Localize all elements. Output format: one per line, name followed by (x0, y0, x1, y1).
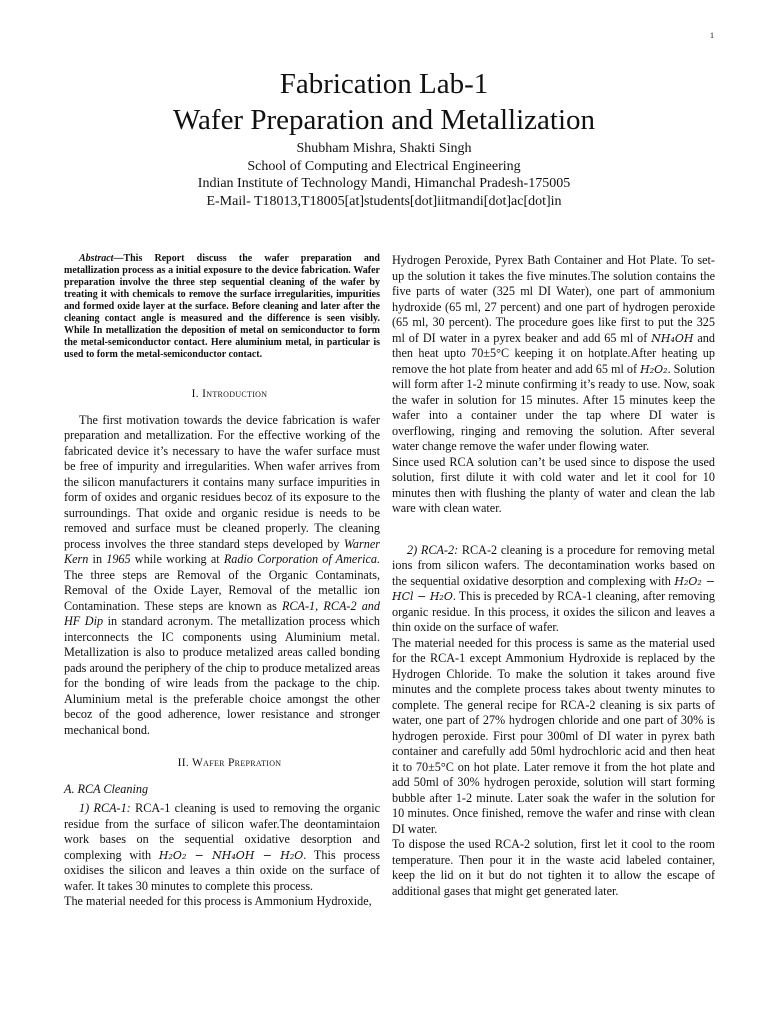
author-names: Shubham Mishra, Shakti Singh (296, 141, 472, 156)
abstract-label: Abstract (79, 253, 114, 264)
page-number: 1 (710, 31, 714, 40)
nh4oh-formula: NH₄OH (651, 331, 694, 345)
rca2-paragraph: 2) RCA-2: RCA-2 cleaning is a procedure for removing metal ions from silicon wafers. The decontamination works based on the sequential oxidative desorption and complexing with H₂O₂ − HCl − H₂O. This is preceded by RCA-1 cleaning, after removing organic residue. In this process, it oxides the silicon and leaves a thin oxide on the surface of wafer. (392, 542, 715, 634)
rca2-disposal-paragraph: To dispose the used RCA-2 solution, first let it cool to the room temperature. Then pour it in the waste acid labeled container, keep the lid on it but do not tighten it to allow the escape of additional gases that might get generated later. (392, 837, 715, 898)
year: 1965 (106, 552, 131, 566)
rca2-formula: H₂O₂ − HCl − H₂O (392, 574, 715, 603)
rca1-paragraph: 1) RCA-1: RCA-1 cleaning is used to removing the organic residue from the surface of silicon wafer.The deontamintaion work bases on the sequential oxidative desorption and complexing with H₂O₂ − NH₄OH − H₂O. This process oxidises the silicon and leaves a thin oxide on the surface of wafer. It takes 30 minutes to complete this process. (64, 801, 380, 893)
abstract (64, 253, 380, 361)
organization-name: Radio Corporation of America. (223, 552, 381, 566)
author-institute: Indian Institute of Technology Mandi, Himanchal Pradesh-175005 (197, 176, 571, 191)
left-column (64, 253, 380, 910)
rca1-procedure-paragraph: Hydrogen Peroxide, Pyrex Bath Container and Hot Plate. To set-up the solution it takes the five minutes.The solution contains the five parts of water (325 ml DI Water), one part of ammonium hydroxide (65 ml, 27 percent) and one part of hydrogen peroxide (65 ml, 30 percent). The procedure goes like first to put the 325 ml of DI water in a pyrex beaker and add 65 ml of NH₄OH and then heat upto 70±5°C keeping it on hotplate.After heating up remove the hot plate from heater and add 65 ml of H₂O₂. Solution will form after 1-2 minute confirming it’s ready to use. Now, soak the wafer in solution for 15 minutes. After 15 minutes keep the wafer into a container under the tap where DI water is overflowing, ringing and removing the solution. After several water change remove the wafer under flowing water. (392, 253, 715, 453)
title-line-1: Fabrication Lab-1 (279, 68, 489, 100)
person-name: Warner Kern (64, 536, 380, 566)
intro-paragraph: The first motivation towards the device fabrication is wafer preparation and metallization. For the effective working of the fabricated device it’s necessary to have the wafer surface must be free of impurity and irregularities. When wafer arrives from the silicon manufacturers it contains many surface impurities in form of oxides and organic residues becoz of its exposure to the surroundings. That oxide and organic residue is needs to be removed and surface must be cleaned properly. The cleaning process involves the three standard steps developed by Warner Kern in 1965 while working at Radio Corporation of America. The three steps are Removal of the Organic Contaminats, Removal of the Oxide Layer, Removal of the metallic ion Contamination. These steps are known as RCA-1, RCA-2 and HF Dip in standard acronym. The metallization process which interconnects the IC components using Aluminium metal. Metallization is also to produce metalized areas called bonding pads around the periphery of the chip to produce metalized areas for the bonding of wire leads from the package to the chip. Aluminium metal is the preferable choice amongst the other becoz of the good adherence, lower resistance and stronger mechanical bond. (64, 412, 381, 737)
rca1-disposal-paragraph: Since used RCA solution can’t be used since to dispose the used solution, first dilute it with cold water and let it cool for 10 minutes then with flushing the planty of water and clean the lab ware with clean water. (392, 454, 715, 515)
author-block (0, 140, 768, 210)
rca1-formula: H₂O₂ − NH₄OH − H₂O (158, 848, 304, 862)
h2o2-formula: H₂O₂ (640, 362, 668, 376)
subsection-heading-rca-cleaning: A. RCA Cleaning (64, 781, 149, 796)
rca1-label: 1) RCA-1: (79, 801, 131, 815)
right-column (392, 253, 715, 899)
paper-title (0, 66, 768, 138)
author-school: School of Computing and Electrical Engineering (247, 158, 521, 174)
rca1-materials-paragraph: The material needed for this process is Ammonium Hydroxide, (64, 894, 372, 908)
section-heading-introduction: I. Introduction (191, 388, 268, 400)
rca2-materials-paragraph: The material needed for this process is same as the material used for the RCA-1 except Ammonium Hydroxide is replaced by the Hydrogen Chloride. To make the solution it takes around five minutes and the complete process takes about twenty minutes to complete. The general recipe for RCA-2 cleaning is six parts of water, one part of 27% hydrogen chloride and one part of 30% is hydrogen peroxide. First pour 300ml of DI water in pyrex bath container and carefully add 50ml hydrochloric acid and then heat it to 70±5°C on hot plate. Later remove it from the hot plate and add 50ml of 30% hydrogen peroxide, solution will start forming bubble after 1-2 minute. Later soak the wafer in the solution for 10 minutes. Once finished, remove the wafer and rinse with clean DI water. (392, 635, 715, 836)
abstract-text: —This Report discuss the wafer preparation and metallization process as a initial exposure to the device fabrication. Wafer preparation involve the three step sequential cleaning of the wafer by treating it with chemicals to remove the surface irregularities, impurities and formed oxide layer at the surface. Before cleaning and later after the cleaning contact angle is measured and the difference is seen visibly. While In metallization the deposition of metal on semiconductor to form the metal-semiconductor contact. Here aluminium metal, in particular is used to form the metal-semiconductor contact. (64, 253, 380, 360)
section-heading-wafer-prepration: II. Wafer Prepration (177, 757, 282, 769)
author-email: E-Mail- T18013,T18005[at]students[dot]iitmandi[dot]ac[dot]in (206, 193, 562, 209)
acronym-list: RCA-1, RCA-2 and HF Dip (64, 598, 380, 628)
rca2-label: 2) RCA-2: (407, 542, 459, 557)
title-line-2: Wafer Preparation and Metallization (172, 104, 595, 136)
